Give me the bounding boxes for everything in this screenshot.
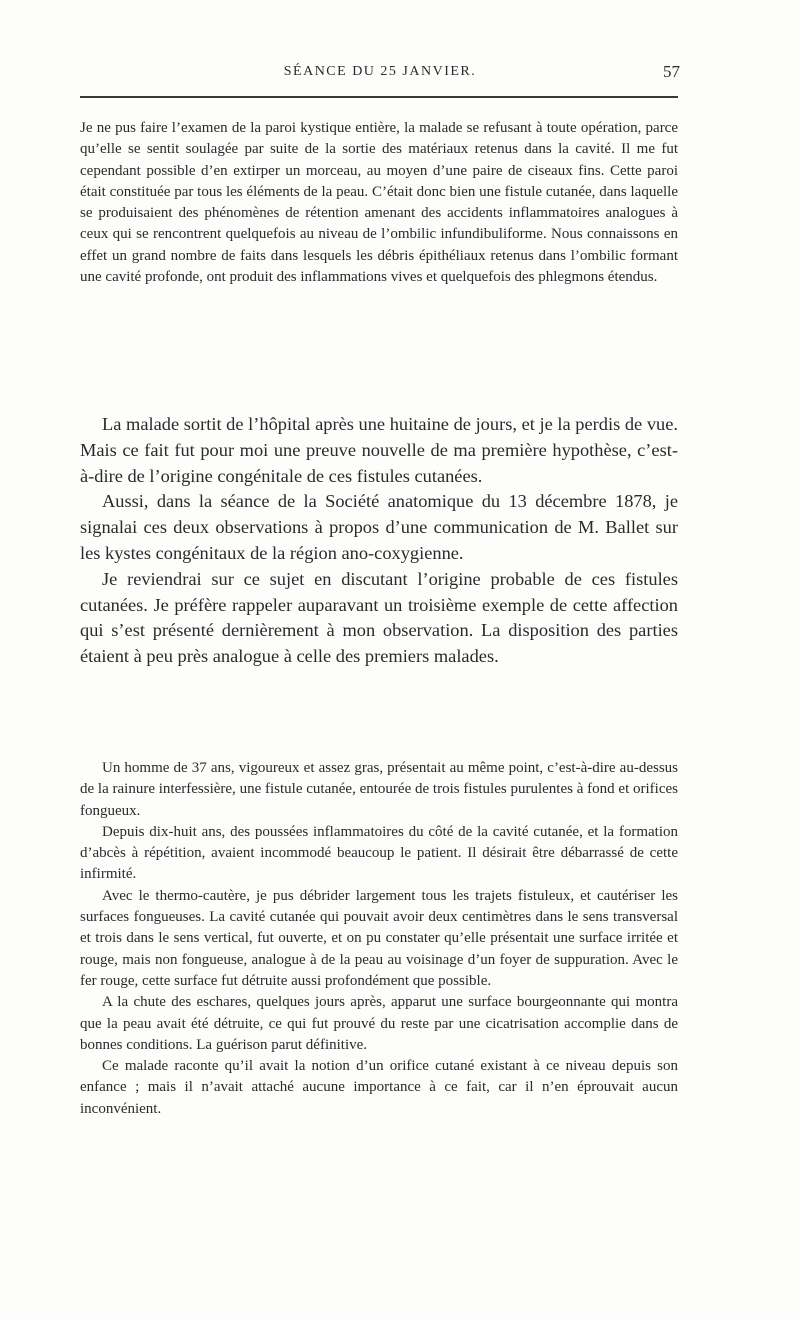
paragraph: Avec le thermo-cautère, je pus débrider largement tous les trajets fistuleux, et cautériser les surfaces fongueuses. La cavité cutanée qui pouvait avoir deux centimètres dans le sens transversal et trois dans le sens vertical, fut ouverte, et on pu constater qu’elle présentait une surface irritée et rouge, mais non fongueuse, analogue à de la peau au voisinage d’un foyer de suppuration. Avec le fer rouge, cette surface fut détruite aussi profondément que possible. xyxy=(80,887,678,989)
paragraph: Ce malade raconte qu’il avait la notion d’un orifice cutané existant à ce niveau depuis son enfance ; mais il n’avait attaché aucune importance à ce fait, car il n’en éprouvait aucun inconvénient. xyxy=(80,1058,678,1117)
paragraph: Un homme de 37 ans, vigoureux et assez gras, présentait au même point, c’est-à-dire au-dessus de la rainure interfessière, une fistule cutanée, entourée de trois fistules purulentes à fond et orifices fongueux. xyxy=(80,760,678,819)
paragraph: La malade sortit de l’hôpital après une huitaine de jours, et je la perdis de vue. Mais ce fait fut pour moi une preuve nouvelle de ma première hypothèse, c’est-à-dire de l’origine congénitale de ces fistules cutanées. xyxy=(80,414,678,486)
commentary-section xyxy=(80,412,678,670)
running-title: SÉANCE DU 25 JANVIER. xyxy=(283,64,477,79)
paragraph: A la chute des eschares, quelques jours après, apparut une surface bourgeonnante qui montra que la peau avait été détruite, ce qui fut prouvé du reste par une cicatrisation accomplie dans de bonnes conditions. La guérison parut définitive. xyxy=(80,994,678,1053)
page-number: 57 xyxy=(663,62,680,81)
third-case-observation xyxy=(80,758,678,1120)
case-discussion-paragraph xyxy=(80,118,678,288)
header-rule xyxy=(80,96,678,98)
paragraph: Aussi, dans la séance de la Société anatomique du 13 décembre 1878, je signalai ces deux observations à propos d’une communication de M. Ballet sur les kystes congénitaux de la région ano-coxygienne. xyxy=(80,491,678,563)
paragraph: Je ne pus faire l’examen de la paroi kystique entière, la malade se refusant à toute opération, parce qu’elle se sentit soulagée par suite de la sortie des matériaux retenus dans la cavité. Il me fut cependant possible d’en extirper un morceau, au moyen d’une paire de ciseaux fins. Cette paroi était constituée par tous les éléments de la peau. C’était donc bien une fistule cutanée, dans laquelle se produisaient des phénomènes de rétention amenant des accidents inflammatoires analogues à ceux qui se rencontrent quelquefois au niveau de l’ombilic infundibuliforme. Nous connaissons en effet un grand nombre de faits dans lesquels les débris épithéliaux retenus dans l’ombilic formant une cavité profonde, ont produit des inflammations vives et quelquefois des phlegmons étendus. xyxy=(80,120,678,286)
running-head xyxy=(80,62,680,88)
paragraph: Depuis dix-huit ans, des poussées inflammatoires du côté de la cavité cutanée, et la formation d’abcès à répétition, avaient incommodé beaucoup le patient. Il désirait être débarrassé de cette infirmité. xyxy=(80,823,678,883)
paragraph: Je reviendrai sur ce sujet en discutant l’origine probable de ces fistules cutanées. Je préfère rappeler auparavant un troisième exemple de cette affection qui s’est présenté dernièrement à mon observation. La disposition des parties étaient à peu près analogue à celle des premiers malades. xyxy=(80,568,678,667)
